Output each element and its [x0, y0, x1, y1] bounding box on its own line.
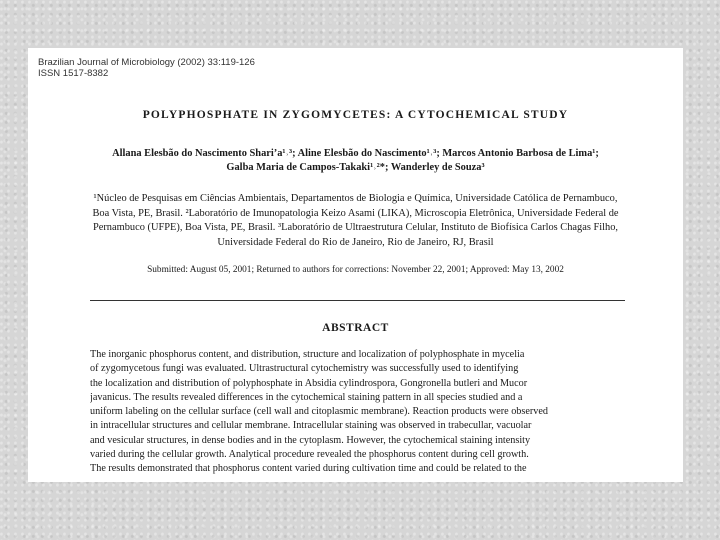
affiliation-line: ¹Núcleo de Pesquisas em Ciências Ambientais, Departamentos de Biologia e Química, Universidade Católica de Pernambuco,	[93, 193, 618, 204]
author-line: Allana Elesbão do Nascimento Shari’a¹˒³; Aline Elesbão do Nascimento¹˒³; Marcos Antonio Barbosa de Lima¹;	[112, 148, 599, 159]
submission-dates: Submitted: August 05, 2001; Returned to authors for corrections: November 22, 2001; Approved: May 13, 2002	[147, 265, 564, 275]
journal-issn: ISSN 1517-8382	[38, 68, 109, 79]
abstract-line: javanicus. The results revealed differences in the cytochemical staining pattern in all species studied and a	[90, 391, 523, 403]
abstract-line: uniform labeling on the cellular surface (cell wall and citoplasmic membrane). Reaction products were observed	[90, 406, 548, 418]
abstract-line: and vesicular structures, in dense bodies and in the cytoplasm. However, the cytochemical staining intensity	[90, 434, 531, 446]
affiliation-line: Pernambuco (UFPE), Boa Vista, PE, Brasil. ³Laboratório de Ultraestrutura Celular, Instituto de Biofísica Carlos Chagas Filho,	[92, 222, 619, 233]
affiliations	[28, 192, 683, 250]
affiliation-line: Boa Vista, PE, Brasil. ²Laboratório de Imunopatologia Keizo Asami (LIKA), Microscopia Eletrônica, Universidade Federal de	[92, 207, 619, 219]
author-list	[28, 147, 683, 175]
abstract-line: The inorganic phosphorus content, and distribution, structure and localization of polyphosphate in mycelia	[90, 349, 525, 360]
abstract-body	[90, 348, 628, 477]
abstract-line: The results demonstrated that phosphorus content varied during cultivation time and could be related to the	[90, 463, 527, 475]
abstract-line: varied during the cellular growth. Analytical procedure revealed the phosphorus content during cell growth.	[90, 449, 529, 461]
abstract-line: the localization and distribution of polyphosphate in Absidia cylindrospora, Gongronella butleri and Mucor	[90, 377, 528, 389]
journal-page-scan	[28, 48, 683, 482]
abstract-line: of zygomycetous fungi was evaluated. Ultrastructural cytochemistry was successfully used to identifying	[90, 363, 519, 375]
abstract-heading: ABSTRACT	[322, 322, 389, 334]
divider	[90, 300, 625, 301]
journal-citation: Brazilian Journal of Microbiology (2002) 33:119-126	[38, 57, 255, 68]
abstract-line: in intracellular structures and cellular membrane. Intracellular staining was observed in trabecullar, vacuolar	[90, 420, 532, 432]
affiliation-line: Universidade Federal do Rio de Janeiro, Rio de Janeiro, RJ, Brasil	[217, 236, 494, 248]
article-title: POLYPHOSPHATE IN ZYGOMYCETES: A CYTOCHEMICAL STUDY	[142, 109, 569, 121]
author-line: Galba Maria de Campos-Takaki¹˒²*; Wanderley de Souza³	[226, 162, 485, 173]
